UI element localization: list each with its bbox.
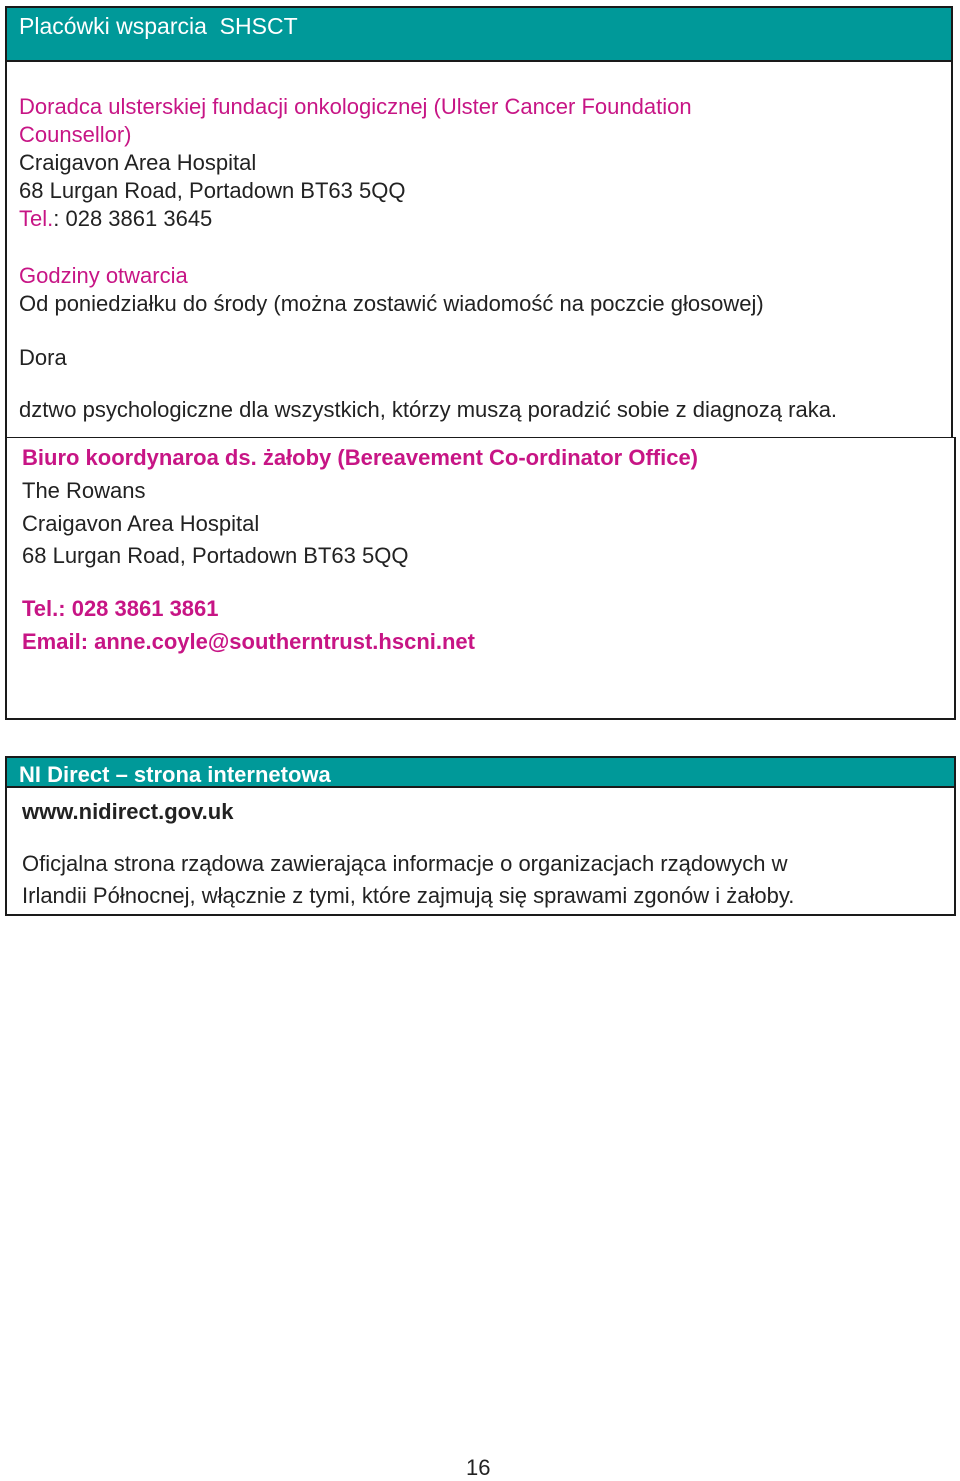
bereavement-office-box [5,437,956,720]
dora-text: Dora [19,345,67,370]
shsct-support-box [5,6,953,438]
hours-text: Od poniedziałku do środy (można zostawić wiadomość na poczcie głosowej) [19,291,764,316]
nidirect-title: NI Direct – strona internetowa [19,762,331,787]
counsellor-title-line2: Counsellor) [19,122,132,147]
page-number: 16 [466,1455,491,1480]
tel-value: : 028 3861 3645 [53,206,213,231]
office-line-address: 68 Lurgan Road, Portadown BT63 5QQ [22,543,409,568]
office-email[interactable]: Email: anne.coyle@southerntrust.hscni.net [22,629,475,654]
nidirect-header [5,756,956,788]
hours-heading: Godziny otwarcia [19,263,188,288]
nidirect-box [5,786,956,916]
counsellor-hospital: Craigavon Area Hospital [19,150,257,175]
shsct-header [7,8,951,62]
nidirect-desc-line2: Irlandii Północnej, włącznie z tymi, które zajmują się sprawami zgonów i żałoby. [22,883,795,908]
office-line-hospital: Craigavon Area Hospital [22,511,260,536]
counsellor-phone [19,205,212,233]
counsellor-address: 68 Lurgan Road, Portadown BT63 5QQ [19,178,406,203]
service-description: dztwo psychologiczne dla wszystkich, którzy muszą poradzić sobie z diagnozą raka. [19,397,838,422]
tel-label: Tel. [19,206,54,231]
nidirect-url[interactable]: www.nidirect.gov.uk [22,799,234,824]
office-phone: Tel.: 028 3861 3861 [22,596,219,621]
bereavement-office-title: Biuro koordynaroa ds. żałoby (Bereavement Co-ordinator Office) [22,445,699,470]
counsellor-title-line1: Doradca ulsterskiej fundacji onkologicznej (Ulster Cancer Foundation [19,94,692,119]
nidirect-desc-line1: Oficjalna strona rządowa zawierająca informacje o organizacjach rządowych w [22,851,788,876]
office-line-rowans: The Rowans [22,478,146,503]
shsct-title: Placówki wsparcia SHSCT [19,13,298,39]
